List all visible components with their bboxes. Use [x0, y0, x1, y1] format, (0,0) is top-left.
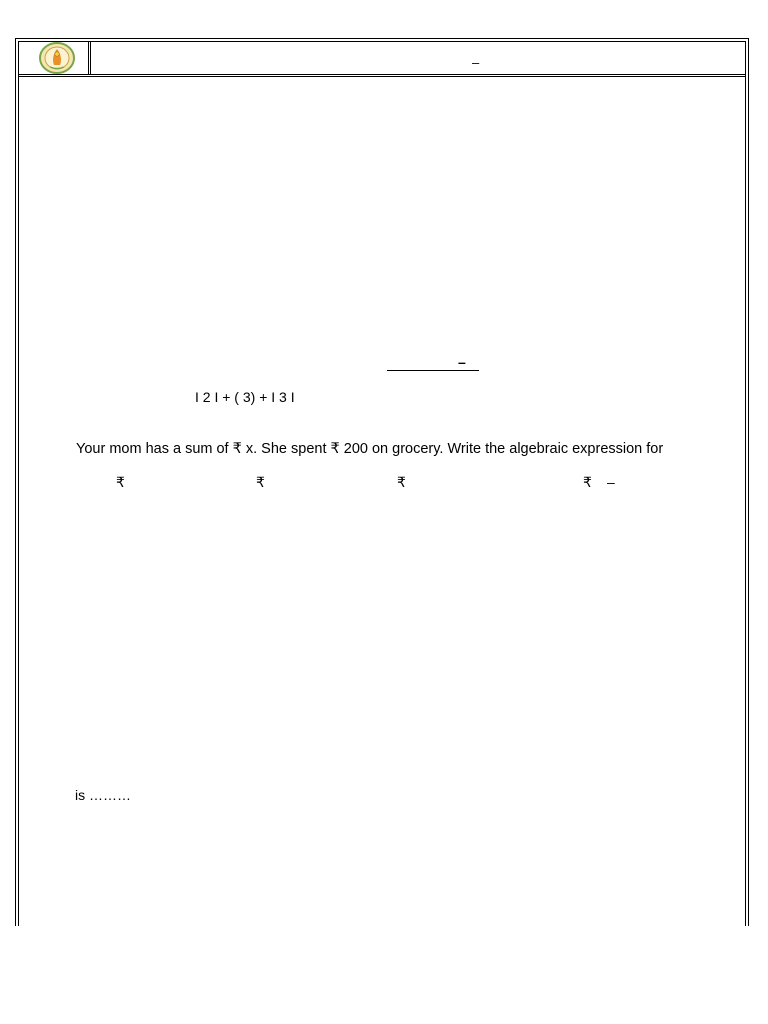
option-c-rupee: ₹ [397, 474, 406, 490]
school-seal-logo [38, 42, 76, 74]
header-divider [18, 74, 746, 77]
option-a-rupee: ₹ [116, 474, 125, 490]
option-d-dash: – [607, 474, 615, 490]
option-b-rupee: ₹ [256, 474, 265, 490]
option-d-rupee: ₹ [583, 474, 592, 490]
fill-in-blank-text: is ……… [75, 787, 131, 803]
question-text: Your mom has a sum of ₹ x. She spent ₹ 200 on grocery. Write the algebraic expression for [76, 441, 664, 457]
absolute-value-expression: I 2 I + ( 3) + I 3 I [195, 389, 295, 405]
logo-cell-divider [88, 41, 91, 75]
section-heading-dash: – [458, 354, 466, 370]
header-title-dash: – [472, 55, 480, 70]
